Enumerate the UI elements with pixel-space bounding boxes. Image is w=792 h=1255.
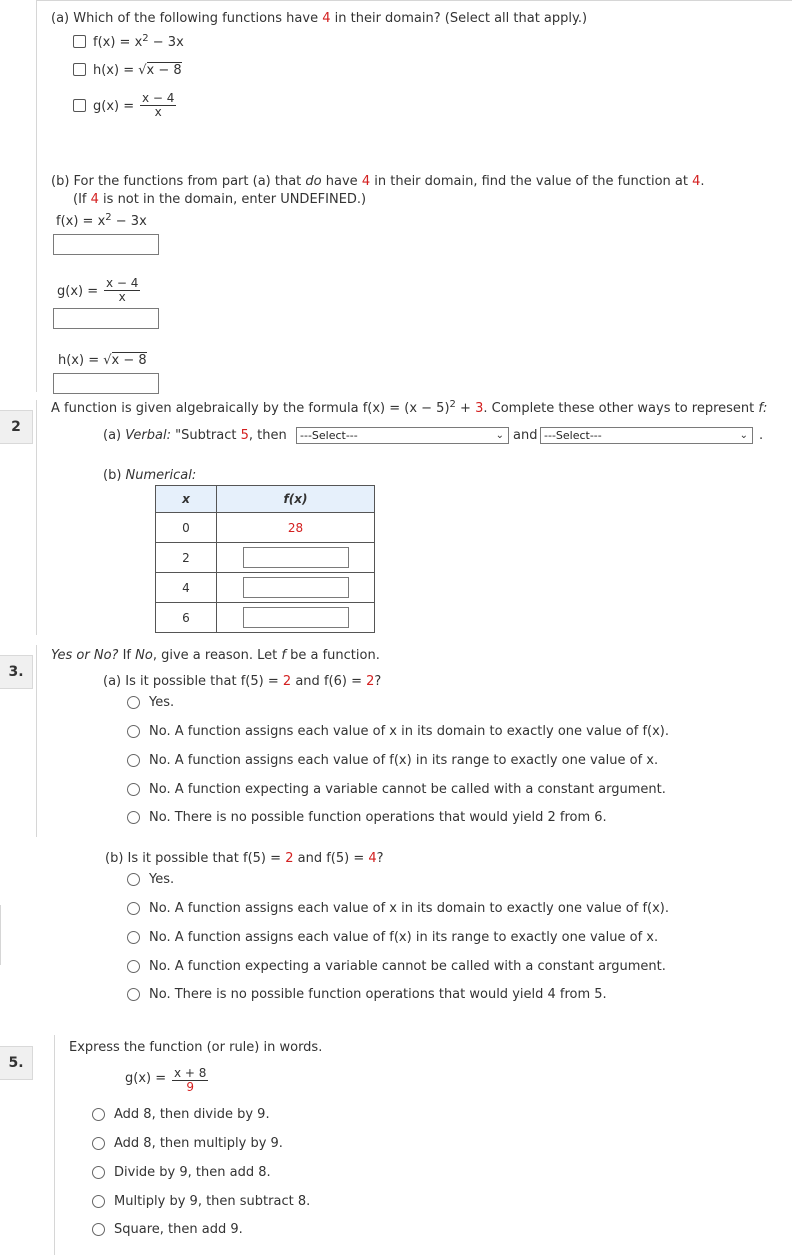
- question-number: 2: [0, 410, 33, 444]
- q3a-radio-yes[interactable]: [127, 696, 140, 709]
- numerical-table: [155, 485, 375, 633]
- question-number: 3.: [0, 655, 33, 689]
- q3-intro: Yes or No? If No, give a reason. Let f be a function.: [51, 648, 380, 663]
- g-of-4-input[interactable]: [53, 308, 159, 329]
- f-of-4-table-input[interactable]: [243, 577, 349, 598]
- q1a-prompt: (a) Which of the following functions have 4 in their domain? (Select all that apply.): [51, 11, 588, 26]
- table-row: 2: [156, 543, 375, 573]
- q5-option-label: Multiply by 9, then subtract 8.: [114, 1194, 311, 1209]
- and-label: and: [513, 428, 538, 443]
- q3a-option-label: Yes.: [149, 695, 175, 710]
- verbal-select-1[interactable]: ---Select--- ⌄: [296, 427, 509, 444]
- q1b-h-label: h(x) = √x − 8: [58, 353, 147, 368]
- q5-option-label: Add 8, then multiply by 9.: [114, 1136, 283, 1151]
- q3a-question: (a) Is it possible that f(5) = 2 and f(6) = 2?: [103, 674, 382, 689]
- q5-radio-option-3[interactable]: [92, 1166, 105, 1179]
- q3a-option-label: No. A function assigns each value of x in its domain to exactly one value of f(x).: [149, 724, 669, 739]
- q1b-g-fraction: $\frac{x - 4}{x}$: [106, 276, 139, 304]
- header-x: x: [156, 486, 217, 513]
- chevron-down-icon: ⌄: [739, 430, 748, 441]
- q1b-g-label: g(x) =: [57, 284, 99, 299]
- verbal-select-2[interactable]: ---Select--- ⌄: [540, 427, 753, 444]
- q1b-prompt-line1: (b) For the functions from part (a) that do have 4 in their domain, find the value of the function at 4.: [51, 174, 705, 189]
- q3b-radio-no-domain[interactable]: [127, 902, 140, 915]
- checkbox-g[interactable]: [73, 99, 86, 112]
- q3a-option-label: No. A function expecting a variable cannot be called with a constant argument.: [149, 782, 666, 797]
- q1b-f-label: $f(x) = x^2 - 3x$: [56, 212, 147, 229]
- q1a-option-g-fraction: $\frac{x - 4}{x}$: [142, 91, 175, 119]
- q3-left-border: [36, 645, 37, 837]
- q5-radio-option-4[interactable]: [92, 1195, 105, 1208]
- q2-numerical-label: (b) Numerical:: [103, 468, 197, 483]
- q3b-option-label: Yes.: [149, 872, 175, 887]
- f-of-2-input[interactable]: [243, 547, 349, 568]
- table-row: 4: [156, 573, 375, 603]
- q1a-option-g-label: g(x) =: [93, 99, 135, 114]
- table-row: 6: [156, 603, 375, 633]
- q1-left-border: [36, 0, 37, 392]
- q3a-option-label: No. There is no possible function operations that would yield 2 from 6.: [149, 810, 607, 825]
- q5-option-label: Square, then add 9.: [114, 1222, 243, 1237]
- f-of-6-input[interactable]: [243, 607, 349, 628]
- q3a-option-label: No. A function assigns each value of f(x) in its range to exactly one value of x.: [149, 753, 659, 768]
- q5-g-label: g(x) =: [125, 1071, 167, 1086]
- f-of-4-input[interactable]: [53, 234, 159, 255]
- top-divider: [36, 0, 792, 1]
- period: .: [759, 428, 764, 443]
- q2-left-border: [36, 400, 37, 635]
- q4-left-border: [0, 905, 1, 965]
- header-fx: f(x): [217, 486, 375, 513]
- q3a-radio-no-constant[interactable]: [127, 783, 140, 796]
- checkbox-h[interactable]: [73, 63, 86, 76]
- q1a-option-f: $f(x) = x^2 - 3x$: [93, 33, 184, 50]
- q5-option-label: Add 8, then divide by 9.: [114, 1107, 270, 1122]
- q3b-option-label: No. A function assigns each value of x in its domain to exactly one value of f(x).: [149, 901, 669, 916]
- h-of-4-input[interactable]: [53, 373, 159, 394]
- q5-g-fraction: $\frac{x + 8}{9}$: [174, 1066, 207, 1094]
- q3a-radio-no-range[interactable]: [127, 754, 140, 767]
- q5-left-border: [54, 1035, 55, 1255]
- q2-intro: A function is given algebraically by the formula $f(x) = (x - 5)^2 + 3$. Complete these other ways to represent f:: [51, 399, 768, 416]
- q5-prompt: Express the function (or rule) in words.: [69, 1040, 323, 1055]
- q3b-radio-yes[interactable]: [127, 873, 140, 886]
- q5-radio-option-5[interactable]: [92, 1223, 105, 1236]
- q3b-option-label: No. A function expecting a variable cannot be called with a constant argument.: [149, 959, 666, 974]
- q3a-radio-no-operations[interactable]: [127, 811, 140, 824]
- q2-verbal-prompt: (a) Verbal: "Subtract 5, then: [103, 428, 287, 443]
- q3b-question: (b) Is it possible that f(5) = 2 and f(5) = 4?: [105, 851, 384, 866]
- chevron-down-icon: ⌄: [495, 430, 504, 441]
- q3b-option-label: No. A function assigns each value of f(x) in its range to exactly one value of x.: [149, 930, 659, 945]
- q1b-prompt-line2: (If 4 is not in the domain, enter UNDEFINED.): [73, 192, 367, 207]
- question-number: 5.: [0, 1046, 33, 1080]
- q3b-radio-no-range[interactable]: [127, 931, 140, 944]
- q3a-radio-no-domain[interactable]: [127, 725, 140, 738]
- q1a-option-h: h(x) = √x − 8: [93, 63, 182, 78]
- checkbox-f[interactable]: [73, 35, 86, 48]
- q5-option-label: Divide by 9, then add 8.: [114, 1165, 271, 1180]
- q5-radio-option-2[interactable]: [92, 1137, 105, 1150]
- table-row: 0 28: [156, 513, 375, 543]
- q5-radio-option-1[interactable]: [92, 1108, 105, 1121]
- q3b-radio-no-operations[interactable]: [127, 988, 140, 1001]
- q3b-radio-no-constant[interactable]: [127, 960, 140, 973]
- q3b-option-label: No. There is no possible function operations that would yield 4 from 5.: [149, 987, 607, 1002]
